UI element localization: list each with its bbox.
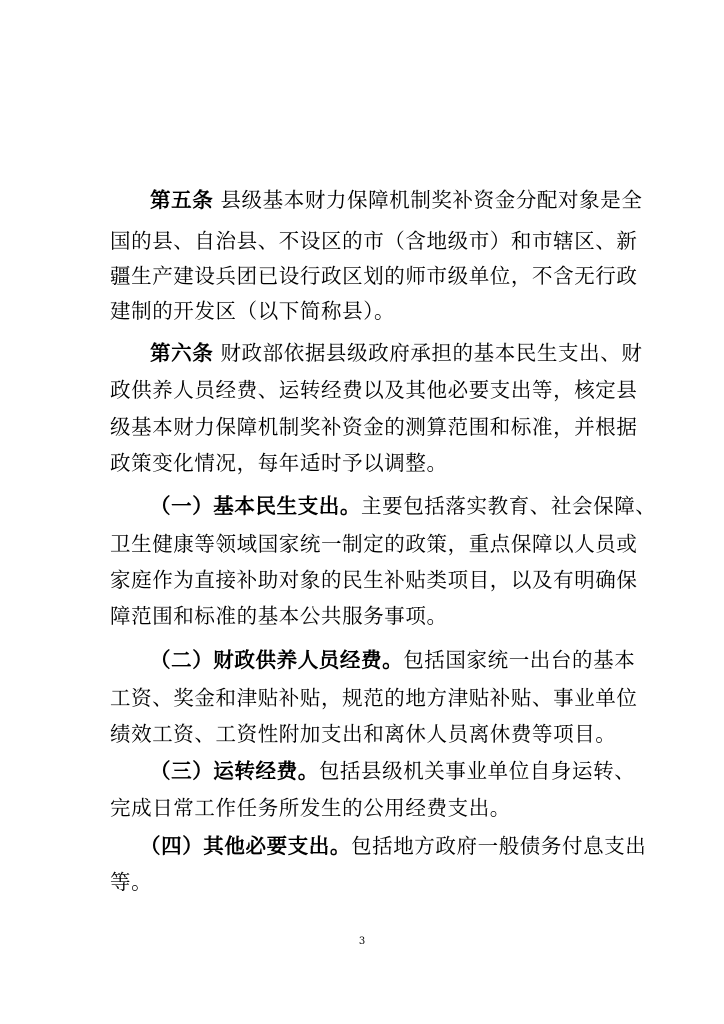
item4-line-1	[140, 834, 646, 858]
item2-line-3: 绩效工资、工资性附加支出和离休人员离休费等项目。	[110, 722, 617, 746]
article5-heading: 第五条	[150, 188, 214, 212]
item2-heading: （二）财政供养人员经费。	[150, 648, 404, 672]
item2-line-2: 工资、奖金和津贴补贴，规范的地方津贴补贴、事业单位	[110, 686, 638, 710]
article5-line-2: 国的县、自治县、不设区的市（含地级市）和市辖区、新	[110, 229, 638, 253]
item4-text: 包括地方政府一般债务付息支出	[351, 834, 647, 858]
article6-text: 财政部依据县级政府承担的基本民生支出、财	[220, 341, 643, 365]
article6-line-2: 政供养人员经费、运转经费以及其他必要支出等，核定县	[110, 378, 638, 402]
item1-line-4: 障范围和标准的基本公共服务事项。	[110, 604, 448, 628]
article6-line-4: 政策变化情况，每年适时予以调整。	[110, 451, 448, 475]
item1-line-1	[150, 494, 656, 518]
item3-line-1	[150, 759, 635, 783]
item3-text: 包括县级机关事业单位自身运转、	[318, 759, 636, 783]
item3-heading: （三）运转经费。	[150, 759, 319, 783]
item1-text: 主要包括落实教育、社会保障、	[361, 494, 657, 518]
item3-line-2: 完成日常工作任务所发生的公用经费支出。	[110, 796, 511, 820]
item1-line-3: 家庭作为直接补助对象的民生补贴类项目，以及有明确保	[110, 568, 638, 592]
item2-line-1	[150, 648, 635, 672]
article6-line-3: 级基本财力保障机制奖补资金的测算范围和标准，并根据	[110, 415, 638, 439]
article6-line-1	[150, 341, 642, 365]
article5-line-3: 疆生产建设兵团已设行政区划的师市级单位，不含无行政	[110, 264, 638, 288]
item1-heading: （一）基本民生支出。	[150, 494, 361, 518]
article5-line-1	[150, 188, 642, 212]
item4-heading: （四）其他必要支出。	[140, 834, 351, 858]
page-number: 3	[358, 936, 366, 947]
item4-line-2: 等。	[110, 870, 153, 894]
item2-text: 包括国家统一出台的基本	[403, 648, 636, 672]
article6-heading: 第六条	[150, 341, 214, 365]
article5-line-4: 建制的开发区（以下简称县）。	[110, 299, 396, 323]
article5-text: 县级基本财力保障机制奖补资金分配对象是全	[220, 188, 643, 212]
item1-line-2: 卫生健康等领域国家统一制定的政策，重点保障以人员或	[110, 532, 638, 556]
